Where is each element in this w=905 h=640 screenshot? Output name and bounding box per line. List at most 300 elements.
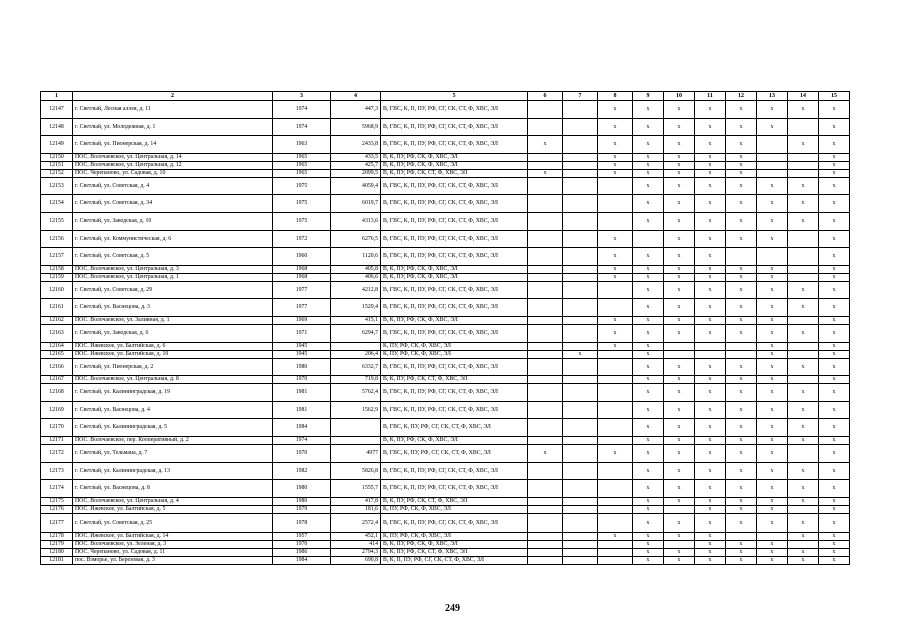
- mark-11-cell: х: [695, 444, 726, 462]
- mark-10-cell: х: [664, 401, 695, 419]
- year-built-cell: 1965: [273, 161, 331, 169]
- mark-13-cell: х: [757, 497, 788, 505]
- mark-10-cell: [664, 505, 695, 513]
- year-built-cell: 1975: [273, 212, 331, 230]
- mark-11-cell: х: [695, 101, 726, 119]
- mark-6-cell: [528, 376, 563, 384]
- mark-11-cell: х: [695, 376, 726, 384]
- table-row: [41, 342, 850, 350]
- mark-13-cell: х: [757, 444, 788, 462]
- record-number-cell: 12170: [41, 419, 73, 437]
- mark-9-cell: х: [633, 161, 664, 169]
- mark-11-cell: х: [695, 136, 726, 154]
- mark-12-cell: х: [726, 265, 757, 273]
- mark-9-cell: х: [633, 384, 664, 402]
- mark-9-cell: х: [633, 497, 664, 505]
- mark-6-cell: [528, 324, 563, 342]
- mark-15-cell: х: [819, 350, 850, 358]
- area-cell: 425,7: [331, 161, 381, 169]
- mark-13-cell: х: [757, 557, 788, 565]
- utilities-cell: В, К, П, ПУ, РФ, СГ, СК, СТ, Ф, ХВС, ЭЛ: [381, 557, 528, 565]
- mark-12-cell: [726, 342, 757, 350]
- mark-14-cell: х: [788, 436, 819, 444]
- mark-11-cell: х: [695, 316, 726, 324]
- year-built-cell: 1981: [273, 384, 331, 402]
- mark-13-cell: х: [757, 273, 788, 281]
- mark-14-cell: [788, 265, 819, 273]
- mark-11-cell: х: [695, 248, 726, 266]
- mark-9-cell: х: [633, 324, 664, 342]
- utilities-cell: В, ГВС, К, П, ПУ, РФ, СГ, СК, СТ, Ф, ХВС, ЭЛ: [381, 401, 528, 419]
- mark-15-cell: х: [819, 358, 850, 376]
- mark-14-cell: [788, 273, 819, 281]
- mark-10-cell: х: [664, 299, 695, 317]
- utilities-cell: В, ГВС, К, ПУ, РФ, СГ, СК, СТ, Ф, ХВС, ЭЛ: [381, 444, 528, 462]
- mark-6-cell: [528, 358, 563, 376]
- record-number-cell: 12165: [41, 350, 73, 358]
- record-number-cell: 12148: [41, 118, 73, 136]
- mark-10-cell: х: [664, 281, 695, 299]
- address-cell: г. Светлый, ул. Калининградская, д. 5: [73, 419, 273, 437]
- mark-14-cell: х: [788, 101, 819, 119]
- record-number-cell: 12164: [41, 342, 73, 350]
- column-header: 6: [528, 92, 563, 101]
- mark-14-cell: х: [788, 497, 819, 505]
- mark-14-cell: х: [788, 281, 819, 299]
- mark-14-cell: [788, 230, 819, 248]
- column-header: 11: [695, 92, 726, 101]
- mark-11-cell: х: [695, 401, 726, 419]
- table-row: [41, 248, 850, 266]
- mark-12-cell: х: [726, 436, 757, 444]
- utilities-cell: В, ГВС, К, П, ПУ, РФ, СГ, СК, СТ, Ф, ХВС, ЭЛ: [381, 101, 528, 119]
- area-cell: [331, 436, 381, 444]
- mark-8-cell: [598, 212, 633, 230]
- column-header: 7: [563, 92, 598, 101]
- mark-9-cell: х: [633, 153, 664, 161]
- mark-13-cell: х: [757, 324, 788, 342]
- mark-14-cell: [788, 316, 819, 324]
- mark-8-cell: [598, 505, 633, 513]
- table-row: [41, 161, 850, 169]
- mark-15-cell: х: [819, 376, 850, 384]
- mark-8-cell: х: [598, 169, 633, 177]
- year-built-cell: 1965: [273, 169, 331, 177]
- mark-6-cell: [528, 513, 563, 533]
- mark-9-cell: х: [633, 299, 664, 317]
- mark-11-cell: х: [695, 549, 726, 557]
- area-cell: 4313,6: [331, 212, 381, 230]
- mark-13-cell: х: [757, 419, 788, 437]
- mark-15-cell: х: [819, 384, 850, 402]
- mark-14-cell: х: [788, 212, 819, 230]
- utilities-cell: К, ПУ, РФ, СК, Ф, ХВС, ЭЛ: [381, 505, 528, 513]
- mark-10-cell: [664, 350, 695, 358]
- record-number-cell: 12169: [41, 401, 73, 419]
- table-row: [41, 153, 850, 161]
- mark-14-cell: х: [788, 299, 819, 317]
- mark-7-cell: [563, 265, 598, 273]
- area-cell: 206,4: [331, 350, 381, 358]
- utilities-cell: В, К, ПУ, РФ, СК, СТ, Ф, ХВС, ЭЛ: [381, 497, 528, 505]
- mark-9-cell: х: [633, 419, 664, 437]
- column-header: 10: [664, 92, 695, 101]
- mark-15-cell: х: [819, 153, 850, 161]
- mark-13-cell: [757, 533, 788, 541]
- mark-7-cell: [563, 153, 598, 161]
- mark-9-cell: х: [633, 480, 664, 498]
- utilities-cell: В, ГВС, К, П, ПУ, РФ, СГ, СК, СТ, Ф, ХВС, ЭЛ: [381, 177, 528, 195]
- mark-7-cell: [563, 230, 598, 248]
- mark-13-cell: х: [757, 350, 788, 358]
- year-built-cell: 1974: [273, 436, 331, 444]
- address-cell: ПОС. Волочаевское, ул. Заливная, д. 1: [73, 316, 273, 324]
- mark-7-cell: [563, 273, 598, 281]
- mark-6-cell: [528, 118, 563, 136]
- mark-14-cell: х: [788, 480, 819, 498]
- mark-13-cell: х: [757, 265, 788, 273]
- year-built-cell: 1986: [273, 549, 331, 557]
- area-cell: 1555,7: [331, 480, 381, 498]
- mark-9-cell: х: [633, 316, 664, 324]
- mark-12-cell: х: [726, 212, 757, 230]
- mark-13-cell: х: [757, 549, 788, 557]
- mark-14-cell: х: [788, 557, 819, 565]
- mark-12-cell: х: [726, 161, 757, 169]
- mark-8-cell: [598, 350, 633, 358]
- mark-8-cell: [598, 436, 633, 444]
- address-cell: г. Светлый, ул. Советская, д. 34: [73, 195, 273, 213]
- mark-15-cell: х: [819, 497, 850, 505]
- area-cell: 406,6: [331, 273, 381, 281]
- address-cell: г. Светлый, ул. Васнецова, д. 8: [73, 480, 273, 498]
- year-built-cell: 1978: [273, 513, 331, 533]
- mark-7-cell: [563, 549, 598, 557]
- mark-10-cell: х: [664, 248, 695, 266]
- mark-13-cell: [757, 248, 788, 266]
- column-header: 1: [41, 92, 73, 101]
- mark-15-cell: х: [819, 118, 850, 136]
- mark-10-cell: х: [664, 533, 695, 541]
- mark-13-cell: х: [757, 299, 788, 317]
- column-header: 15: [819, 92, 850, 101]
- mark-8-cell: [598, 299, 633, 317]
- area-cell: 4977: [331, 444, 381, 462]
- table-row: [41, 497, 850, 505]
- area-cell: 5762,4: [331, 384, 381, 402]
- record-number-cell: 12160: [41, 281, 73, 299]
- mark-14-cell: [788, 118, 819, 136]
- utilities-cell: К, ПУ, РФ, СК, Ф, ХВС, ЭЛ: [381, 350, 528, 358]
- mark-7-cell: [563, 177, 598, 195]
- mark-6-cell: [528, 153, 563, 161]
- mark-15-cell: х: [819, 248, 850, 266]
- mark-12-cell: х: [726, 299, 757, 317]
- table-row: [41, 358, 850, 376]
- mark-10-cell: х: [664, 419, 695, 437]
- address-cell: ПОС. Волочаевское, ул. Центральная, д. 4: [73, 497, 273, 505]
- table-row: [41, 230, 850, 248]
- mark-7-cell: [563, 248, 598, 266]
- mark-11-cell: [695, 350, 726, 358]
- mark-8-cell: х: [598, 118, 633, 136]
- table-row: [41, 376, 850, 384]
- mark-12-cell: х: [726, 316, 757, 324]
- mark-13-cell: х: [757, 462, 788, 480]
- mark-11-cell: [695, 342, 726, 350]
- year-built-cell: 1975: [273, 195, 331, 213]
- mark-15-cell: х: [819, 299, 850, 317]
- table-row: [41, 265, 850, 273]
- area-cell: 6276,5: [331, 230, 381, 248]
- address-cell: г. Светлый, ул. Пионерская, д. 14: [73, 136, 273, 154]
- mark-14-cell: х: [788, 324, 819, 342]
- record-number-cell: 12154: [41, 195, 73, 213]
- mark-7-cell: [563, 480, 598, 498]
- mark-12-cell: х: [726, 230, 757, 248]
- mark-6-cell: [528, 401, 563, 419]
- mark-6-cell: [528, 533, 563, 541]
- mark-15-cell: х: [819, 419, 850, 437]
- mark-14-cell: [788, 153, 819, 161]
- area-cell: 417,8: [331, 497, 381, 505]
- table-row: [41, 462, 850, 480]
- mark-8-cell: х: [598, 265, 633, 273]
- table-row: [41, 541, 850, 549]
- mark-6-cell: [528, 557, 563, 565]
- mark-8-cell: [598, 401, 633, 419]
- utilities-cell: В, ГВС, К, П, ПУ, РФ, СГ, СК, СТ, Ф, ХВС, ЭЛ: [381, 480, 528, 498]
- mark-10-cell: х: [664, 177, 695, 195]
- mark-7-cell: [563, 462, 598, 480]
- mark-13-cell: [757, 153, 788, 161]
- mark-9-cell: х: [633, 101, 664, 119]
- address-cell: ПОС. Ижевское, ул. Балтийская, д. 10: [73, 350, 273, 358]
- mark-6-cell: [528, 384, 563, 402]
- mark-8-cell: х: [598, 136, 633, 154]
- year-built-cell: 1968: [273, 273, 331, 281]
- record-number-cell: 12181: [41, 557, 73, 565]
- mark-9-cell: х: [633, 462, 664, 480]
- mark-12-cell: х: [726, 376, 757, 384]
- mark-11-cell: х: [695, 462, 726, 480]
- area-cell: [331, 419, 381, 437]
- mark-11-cell: х: [695, 480, 726, 498]
- mark-10-cell: х: [664, 358, 695, 376]
- mark-6-cell: [528, 281, 563, 299]
- mark-11-cell: х: [695, 419, 726, 437]
- mark-8-cell: х: [598, 316, 633, 324]
- utilities-cell: В, К, ПУ, РФ, СК, Ф, ХВС, ЭЛ: [381, 436, 528, 444]
- mark-11-cell: х: [695, 265, 726, 273]
- utilities-cell: В, ГВС, К, П, ПУ, РФ, СГ, СК, СТ, Ф, ХВС, ЭЛ: [381, 513, 528, 533]
- mark-11-cell: х: [695, 273, 726, 281]
- table-row: [41, 101, 850, 119]
- mark-11-cell: х: [695, 177, 726, 195]
- address-cell: г. Светлый, Лесная аллея, д. 11: [73, 101, 273, 119]
- year-built-cell: 1980: [273, 497, 331, 505]
- mark-13-cell: х: [757, 316, 788, 324]
- mark-13-cell: х: [757, 358, 788, 376]
- table-row: [41, 177, 850, 195]
- mark-6-cell: [528, 230, 563, 248]
- mark-15-cell: х: [819, 265, 850, 273]
- mark-7-cell: [563, 557, 598, 565]
- mark-6-cell: х: [528, 169, 563, 177]
- address-cell: ПОС. Черепаново, ул. Садовая, д. 10: [73, 169, 273, 177]
- area-cell: 433,5: [331, 153, 381, 161]
- utilities-cell: В, К, ПУ, РФ, СК, СТ, Ф, ХВС, ЭЛ: [381, 549, 528, 557]
- address-cell: г. Светлый, ул. Молодежная, д. 1: [73, 118, 273, 136]
- mark-8-cell: [598, 177, 633, 195]
- record-number-cell: 12153: [41, 177, 73, 195]
- mark-8-cell: [598, 513, 633, 533]
- year-built-cell: 1957: [273, 533, 331, 541]
- utilities-cell: В, К, ПУ, РФ, СК, СТ, Ф, ХВС, ЭЛ: [381, 376, 528, 384]
- mark-11-cell: х: [695, 557, 726, 565]
- mark-7-cell: [563, 376, 598, 384]
- table-row: [41, 195, 850, 213]
- mark-12-cell: [726, 248, 757, 266]
- mark-10-cell: х: [664, 462, 695, 480]
- year-built-cell: 1970: [273, 541, 331, 549]
- mark-12-cell: х: [726, 497, 757, 505]
- utilities-cell: В, ГВС, К, П, ПУ, РФ, СГ, СК, СТ, Ф, ХВС, ЭЛ: [381, 299, 528, 317]
- mark-8-cell: [598, 557, 633, 565]
- record-number-cell: 12157: [41, 248, 73, 266]
- table-row: [41, 212, 850, 230]
- mark-14-cell: [788, 376, 819, 384]
- mark-9-cell: х: [633, 195, 664, 213]
- area-cell: 4059,4: [331, 177, 381, 195]
- mark-11-cell: х: [695, 505, 726, 513]
- mark-9-cell: х: [633, 212, 664, 230]
- mark-13-cell: х: [757, 281, 788, 299]
- area-cell: 1120,6: [331, 248, 381, 266]
- mark-15-cell: х: [819, 316, 850, 324]
- mark-12-cell: х: [726, 281, 757, 299]
- mark-8-cell: х: [598, 230, 633, 248]
- mark-14-cell: х: [788, 177, 819, 195]
- address-cell: ПОС. Волочаевское, ул. Центральная, д. 3: [73, 265, 273, 273]
- mark-11-cell: х: [695, 118, 726, 136]
- column-header: 4: [331, 92, 381, 101]
- mark-15-cell: х: [819, 549, 850, 557]
- mark-14-cell: [788, 342, 819, 350]
- mark-10-cell: х: [664, 230, 695, 248]
- mark-12-cell: х: [726, 480, 757, 498]
- area-cell: 5826,8: [331, 462, 381, 480]
- mark-10-cell: х: [664, 549, 695, 557]
- mark-11-cell: х: [695, 169, 726, 177]
- address-cell: г. Светлый, ул. Заводская, д. 6: [73, 324, 273, 342]
- area-cell: 719,8: [331, 376, 381, 384]
- address-cell: г. Светлый, ул. Заводская, д. 10: [73, 212, 273, 230]
- mark-6-cell: [528, 101, 563, 119]
- address-cell: г. Светлый, ул. Пионерская, д. 2: [73, 358, 273, 376]
- address-cell: ПОС. Волочаевское, пер. Кооперативный, д. 2: [73, 436, 273, 444]
- mark-11-cell: х: [695, 212, 726, 230]
- utilities-cell: В, ГВС, К, П, ПУ, РФ, СГ, СК, СТ, Ф, ХВС, ЭЛ: [381, 358, 528, 376]
- mark-14-cell: х: [788, 549, 819, 557]
- area-cell: 2433,8: [331, 136, 381, 154]
- mark-7-cell: [563, 436, 598, 444]
- mark-9-cell: х: [633, 118, 664, 136]
- mark-9-cell: х: [633, 265, 664, 273]
- utilities-cell: В, ГВС, К, П, ПУ, РФ, СГ, СК, СТ, Ф, ХВС, ЭЛ: [381, 324, 528, 342]
- year-built-cell: 1980: [273, 358, 331, 376]
- mark-7-cell: [563, 118, 598, 136]
- mark-11-cell: х: [695, 281, 726, 299]
- mark-13-cell: [757, 161, 788, 169]
- mark-7-cell: [563, 401, 598, 419]
- column-header: 9: [633, 92, 664, 101]
- year-built-cell: 1980: [273, 480, 331, 498]
- mark-8-cell: х: [598, 273, 633, 281]
- mark-8-cell: [598, 419, 633, 437]
- area-cell: 2572,4: [331, 513, 381, 533]
- mark-15-cell: х: [819, 533, 850, 541]
- mark-13-cell: х: [757, 230, 788, 248]
- address-cell: ПОС. Волочаевское, ул. Центральная, д. 14: [73, 153, 273, 161]
- mark-15-cell: х: [819, 505, 850, 513]
- record-number-cell: 12171: [41, 436, 73, 444]
- mark-13-cell: х: [757, 177, 788, 195]
- table-row: [41, 281, 850, 299]
- mark-14-cell: х: [788, 136, 819, 154]
- utilities-cell: В, ГВС, К, П, ПУ, РФ, СГ, СК, СТ, Ф, ХВС, ЭЛ: [381, 248, 528, 266]
- address-cell: ПОС. Волочаевское, ул. Зеленая, д. 3: [73, 541, 273, 549]
- mark-8-cell: х: [598, 342, 633, 350]
- mark-7-cell: [563, 384, 598, 402]
- mark-10-cell: х: [664, 376, 695, 384]
- mark-13-cell: х: [757, 118, 788, 136]
- mark-11-cell: х: [695, 299, 726, 317]
- column-header: 14: [788, 92, 819, 101]
- mark-6-cell: [528, 342, 563, 350]
- record-number-cell: 12167: [41, 376, 73, 384]
- mark-15-cell: х: [819, 436, 850, 444]
- mark-7-cell: [563, 281, 598, 299]
- mark-6-cell: [528, 265, 563, 273]
- address-cell: г. Светлый, ул. Калининградская, д. 19: [73, 384, 273, 402]
- mark-10-cell: х: [664, 161, 695, 169]
- mark-15-cell: х: [819, 513, 850, 533]
- year-built-cell: 1974: [273, 118, 331, 136]
- mark-9-cell: [633, 230, 664, 248]
- mark-9-cell: х: [633, 376, 664, 384]
- mark-8-cell: х: [598, 101, 633, 119]
- address-cell: г. Светлый, ул. Калининградская, д. 13: [73, 462, 273, 480]
- mark-15-cell: х: [819, 212, 850, 230]
- record-number-cell: 12151: [41, 161, 73, 169]
- mark-11-cell: х: [695, 497, 726, 505]
- area-cell: 2099,5: [331, 169, 381, 177]
- mark-9-cell: х: [633, 541, 664, 549]
- mark-6-cell: [528, 350, 563, 358]
- area-cell: 181,6: [331, 505, 381, 513]
- area-cell: 4212,8: [331, 281, 381, 299]
- mark-8-cell: х: [598, 153, 633, 161]
- mark-12-cell: х: [726, 118, 757, 136]
- area-cell: 2794,3: [331, 549, 381, 557]
- record-number-cell: 12155: [41, 212, 73, 230]
- mark-8-cell: х: [598, 161, 633, 169]
- mark-13-cell: х: [757, 384, 788, 402]
- utilities-cell: В, К, ПУ, РФ, СК, Ф, ХВС, ЭЛ: [381, 153, 528, 161]
- mark-7-cell: [563, 342, 598, 350]
- mark-14-cell: х: [788, 533, 819, 541]
